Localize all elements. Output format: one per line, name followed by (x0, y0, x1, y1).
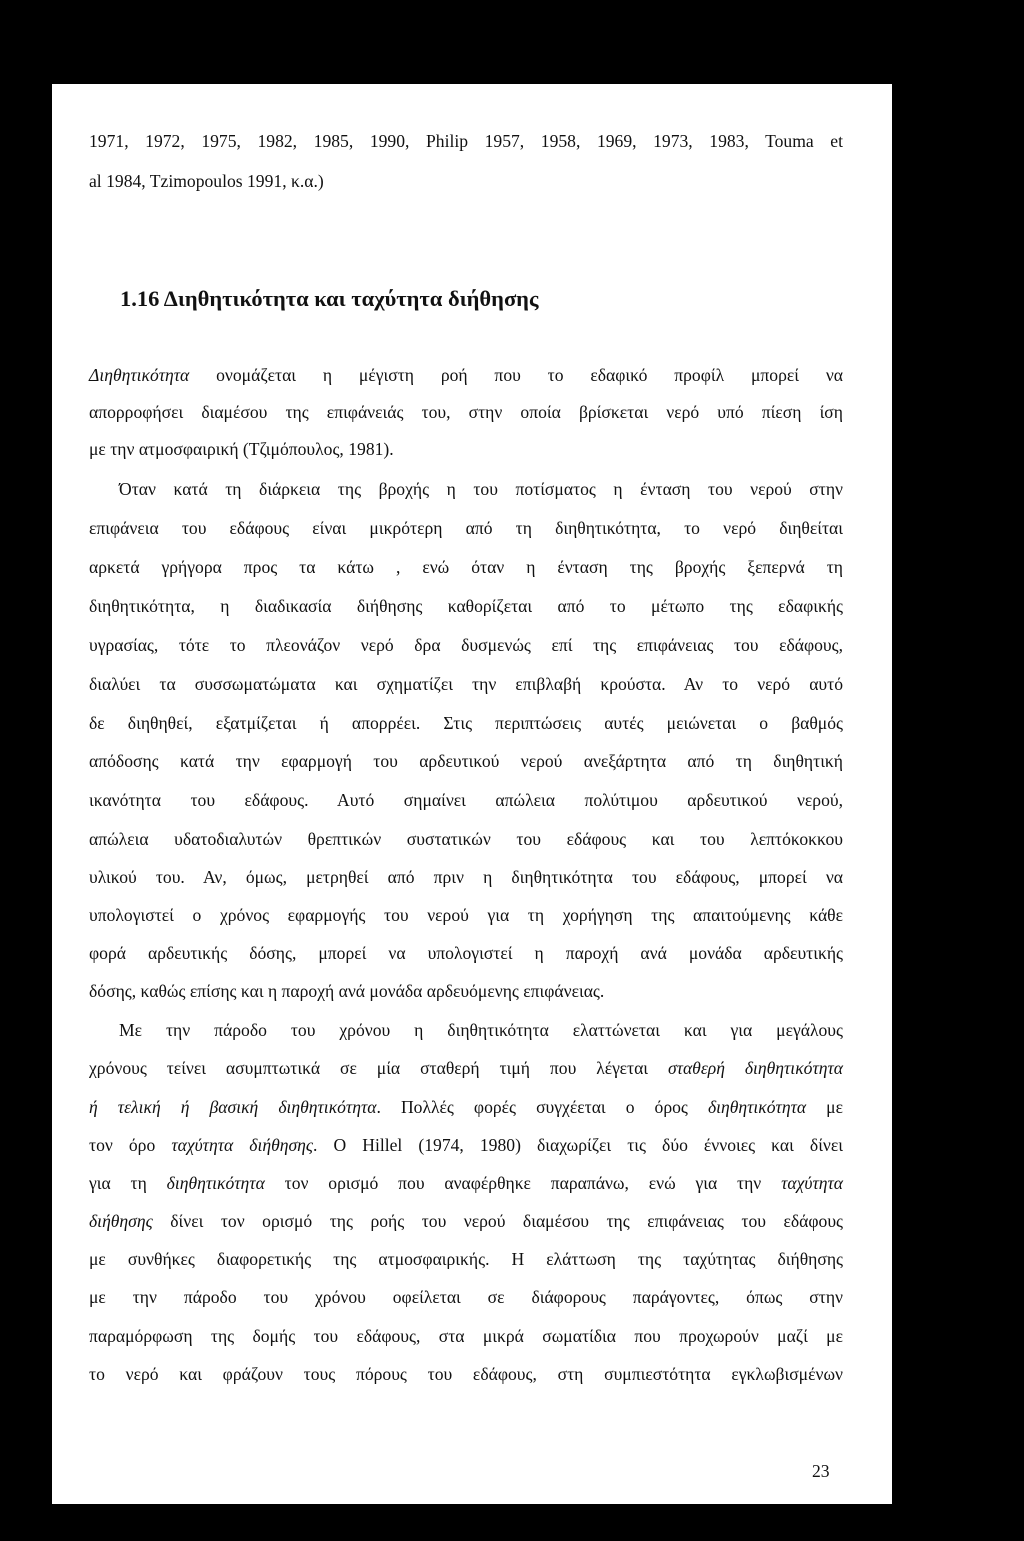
italic-term: σταθερή διηθητικότητα (667, 1058, 843, 1078)
text-line (89, 1057, 843, 1079)
text-line (89, 828, 843, 850)
italic-term: ή (89, 1097, 118, 1117)
text-line (89, 1286, 843, 1308)
text-segment: αρκετά γρήγορα προς τα κάτω , ενώ όταν η ένταση της βροχής ξεπερνά τη (89, 557, 843, 577)
text-line (89, 942, 843, 964)
text-segment: al 1984, Tzimopoulos 1991, κ.α.) (89, 171, 324, 191)
text-line (89, 556, 843, 578)
text-segment: 1971, 1972, 1975, 1982, 1985, 1990, Philip 1957, 1958, 1969, 1973, 1983, Touma et (89, 131, 843, 151)
text-segment: . O Hillel (1974, 1980) διαχωρίζει τις δύο έννοιες και δίνει (313, 1135, 843, 1155)
text-line (89, 1325, 843, 1347)
italic-term: τελική ή βασική διηθητικότητα (117, 1097, 377, 1117)
text-line (89, 517, 843, 539)
section-heading: 1.16 Διηθητικότητα και ταχύτητα διήθησης (120, 286, 539, 311)
italic-term: διήθησης (89, 1211, 153, 1231)
text-segment: δόσης, καθώς επίσης και η παροχή ανά μονάδα αρδευόμενης επιφάνειας. (89, 981, 605, 1001)
text-line (89, 866, 843, 888)
text-segment: φορά αρδευτικής δόσης, μπορεί να υπολογιστεί η παροχή ανά μονάδα αρδευτικής (89, 943, 843, 963)
text-segment: το νερό και φράζουν τους πόρους του εδάφους, στη συμπιεστότητα εγκλωβισμένων (89, 1364, 843, 1384)
text-line (89, 904, 843, 926)
italic-term: διηθητικότητα (166, 1173, 265, 1193)
text-segment: παραμόρφωση της δομής του εδάφους, στα μικρά σωματίδια που προχωρούν μαζί με (89, 1326, 843, 1346)
text-segment: τον όρο (89, 1135, 172, 1155)
text-line (89, 750, 843, 772)
text-line (89, 170, 843, 192)
text-line (89, 789, 843, 811)
page-number: 23 (812, 1461, 830, 1481)
italic-term: Διηθητικότητα (89, 365, 190, 385)
text-segment: Όταν κατά τη διάρκεια της βροχής η του ποτίσματος η ένταση του νερού στην (119, 479, 843, 499)
text-segment: με συνθήκες διαφορετικής της ατμοσφαιρικής. Η ελάττωση της ταχύτητας διήθησης (89, 1249, 843, 1269)
text-line (89, 712, 843, 734)
text-line (89, 401, 843, 423)
text-line (89, 634, 843, 656)
text-line (89, 1363, 843, 1385)
text-segment: με (806, 1097, 843, 1117)
text-line (119, 478, 843, 500)
italic-term: διηθητικότητα (707, 1097, 807, 1117)
text-segment: διηθητικότητα, η διαδικασία διήθησης καθορίζεται από το μέτωπο της εδαφικής (89, 596, 843, 616)
text-line (89, 364, 843, 386)
text-line (89, 130, 843, 152)
text-line (89, 1134, 843, 1156)
text-segment: επιφάνεια του εδάφους είναι μικρότερη από τη διηθητικότητα, το νερό διηθείται (89, 518, 843, 538)
italic-term: ταχύτητα (781, 1173, 843, 1193)
text-segment: τον ορισμό που αναφέρθηκε παραπάνω, ενώ για την (264, 1173, 782, 1193)
text-segment: δε διηθηθεί, εξατμίζεται ή απορρέει. Στις περιπτώσεις αυτές μειώνεται ο βαθμός (89, 713, 843, 733)
text-segment: απορροφήσει διαμέσου της επιφάνειάς του, στην οποία βρίσκεται νερό υπό πίεση ίση (89, 402, 843, 422)
text-line (89, 1248, 843, 1270)
text-segment: διαλύει τα συσσωματώματα και σχηματίζει την επιβλαβή κρούστα. Αν το νερό αυτό (89, 674, 843, 694)
text-segment: . Πολλές φορές συγχέεται ο όρος (376, 1097, 708, 1117)
text-line (89, 1096, 843, 1118)
text-segment: υπολογιστεί ο χρόνος εφαρμογής του νερού για τη χορήγηση της απαιτούμενης κάθε (89, 905, 843, 925)
text-segment: δίνει τον ορισμό της ροής του νερού διαμέσου της επιφάνειας του εδάφους (152, 1211, 843, 1231)
text-segment: χρόνους τείνει ασυμπτωτικά σε μία σταθερή τιμή που λέγεται (89, 1058, 668, 1078)
text-segment: με την πάροδο του χρόνου οφείλεται σε διάφορους παράγοντες, όπως στην (89, 1287, 843, 1307)
text-line (89, 1210, 843, 1232)
text-segment: απόδοσης κατά την εφαρμογή του αρδευτικού νερού ανεξάρτητα από τη διηθητική (89, 751, 843, 771)
text-line (89, 980, 843, 1002)
text-segment: υγρασίας, τότε το πλεονάζον νερό δρα δυσμενώς επί της επιφάνειας του εδάφους, (89, 635, 843, 655)
text-segment: ικανότητα του εδάφους. Αυτό σημαίνει απώλεια πολύτιμου αρδευτικού νερού, (89, 790, 843, 810)
text-line (119, 1019, 843, 1041)
text-segment: με την ατμοσφαιρική (Τζιμόπουλος, 1981). (89, 439, 394, 459)
italic-term: ταχύτητα διήθησης (171, 1135, 314, 1155)
text-segment: Με την πάροδο του χρόνου η διηθητικότητα ελαττώνεται και για μεγάλους (119, 1020, 843, 1040)
text-segment: υλικού του. Αν, όμως, μετρηθεί από πριν η διηθητικότητα του εδάφους, μπορεί να (89, 867, 843, 887)
text-segment: ονομάζεται η μέγιστη ροή που το εδαφικό προφίλ μπορεί να (189, 365, 843, 385)
text-segment: απώλεια υδατοδιαλυτών θρεπτικών συστατικών του εδάφους και του λεπτόκοκκου (89, 829, 843, 849)
text-line (89, 673, 843, 695)
text-segment: για τη (89, 1173, 167, 1193)
text-line (89, 1172, 843, 1194)
text-line (89, 438, 843, 460)
text-line (89, 595, 843, 617)
